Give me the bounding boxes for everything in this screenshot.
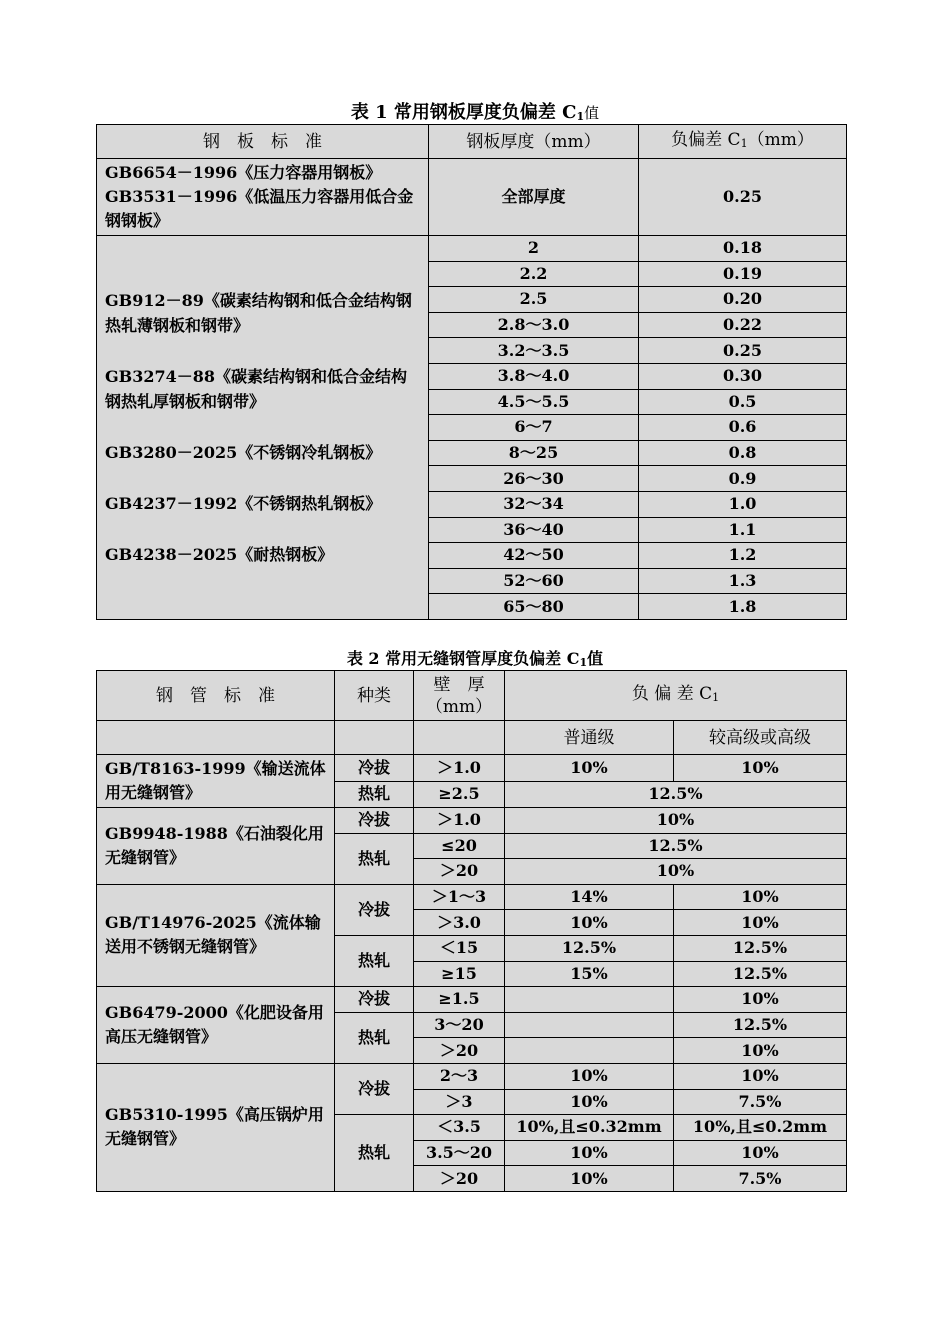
standards-group-cell [97,236,429,620]
table-row [97,808,847,834]
header-kind: 种类 [335,671,414,721]
c1-cell: 0.30 [639,363,847,389]
standard-cell: GB/T14976-2025《流体输送用不锈钢无缝钢管》 [97,884,335,986]
thickness-cell: 65～80 [429,594,639,620]
c1-cell: 1.3 [639,568,847,594]
wall-cell: ＞20 [414,1166,505,1192]
high-cell: 10% [674,987,847,1013]
empty-cell [414,721,505,755]
kind-cell: 热轧 [335,1115,414,1192]
wall-cell: ＜15 [414,935,505,961]
normal-cell: 14% [505,884,674,910]
standard-name: GB4238－2025《耐热钢板》 [105,545,334,564]
standard-cell: GB5310-1995《高压锅炉用无缝钢管》 [97,1063,335,1191]
table2-pipe-deviation [96,670,847,1192]
header-negative-deviation: 负 偏 差 C1 [505,671,847,721]
empty-cell [97,721,335,755]
thickness-cell: 42～50 [429,543,639,569]
table2-header-row [97,671,847,721]
wall-cell: ＞20 [414,859,505,885]
standards-cell [97,159,429,236]
table1-thickness-deviation [96,124,847,620]
normal-cell: 10% [505,1063,674,1089]
c1-cell: 1.1 [639,517,847,543]
standard-cell: GB/T8163-1999《输送流体用无缝钢管》 [97,755,335,808]
thickness-cell: 2 [429,236,639,262]
wall-cell: ≥2.5 [414,781,505,808]
wall-cell: ＞3 [414,1089,505,1115]
thickness-cell: 2.2 [429,261,639,287]
header-c1: 负偏差 C1（mm） [639,125,847,159]
standard-cell: GB9948-1988《石油裂化用无缝钢管》 [97,808,335,885]
thickness-cell: 2.5 [429,287,639,313]
thickness-cell: 6～7 [429,415,639,441]
table-row [97,159,847,236]
header-thickness: 钢板厚度（mm） [429,125,639,159]
high-cell: 10% [674,755,847,782]
table1-caption: 表 1 常用钢板厚度负偏差 C1值 [350,102,600,123]
c1-cell: 0.9 [639,466,847,492]
thickness-cell: 8～25 [429,440,639,466]
high-cell: 7.5% [674,1089,847,1115]
normal-cell: 10% [505,910,674,936]
thickness-cell: 36～40 [429,517,639,543]
c1-cell: 1.0 [639,491,847,517]
high-cell: 10% [674,884,847,910]
c1-cell: 0.5 [639,389,847,415]
merged-deviation-cell: 12.5% [505,781,847,808]
table2-subheader-row [97,721,847,755]
wall-cell: ＞1.0 [414,808,505,834]
c1-cell: 0.6 [639,415,847,441]
standard-name: GB6654－1996《压力容器用钢板》 [105,163,382,182]
high-cell: 12.5% [674,1012,847,1038]
thickness-cell: 32～34 [429,491,639,517]
kind-cell: 冷拔 [335,808,414,834]
c1-cell: 1.8 [639,594,847,620]
header-high-grade: 较高级或高级 [674,721,847,755]
thickness-cell: 3.2～3.5 [429,338,639,364]
header-standard: 钢 板 标 准 [97,125,429,159]
normal-cell: 10% [505,1166,674,1192]
normal-cell: 12.5% [505,935,674,961]
standard-name: GB3280－2025《不锈钢冷轧钢板》 [105,443,382,462]
high-cell: 7.5% [674,1166,847,1192]
thickness-cell: 26～30 [429,466,639,492]
standard-name: GB3531－1996《低温压力容器用低合金钢钢板》 [105,187,414,230]
normal-cell: 15% [505,961,674,987]
kind-cell: 冷拔 [335,1063,414,1114]
table-row [97,755,847,782]
empty-cell [335,721,414,755]
merged-deviation-cell: 12.5% [505,833,847,859]
normal-cell: 10% [505,755,674,782]
high-cell: 10%,且≤0.2mm [674,1115,847,1141]
thickness-cell: 4.5～5.5 [429,389,639,415]
kind-cell: 冷拔 [335,884,414,935]
wall-cell: 2～3 [414,1063,505,1089]
normal-cell: 10%,且≤0.32mm [505,1115,674,1141]
wall-cell: 3.5～20 [414,1140,505,1166]
c1-cell: 0.8 [639,440,847,466]
kind-cell: 热轧 [335,781,414,808]
wall-cell: ＞1～3 [414,884,505,910]
high-cell: 10% [674,1140,847,1166]
header-wall: 壁 厚 （mm） [414,671,505,721]
high-cell: 12.5% [674,961,847,987]
c1-cell: 0.20 [639,287,847,313]
table2-caption: 表 2 常用无缝钢管厚度负偏差 C1值 [346,649,604,669]
c1-cell: 0.25 [639,338,847,364]
c1-cell: 0.25 [639,159,847,236]
merged-deviation-cell: 10% [505,808,847,834]
kind-cell: 冷拔 [335,987,414,1013]
standard-name: GB4237－1992《不锈钢热轧钢板》 [105,494,382,513]
c1-cell: 0.18 [639,236,847,262]
wall-cell: ＜3.5 [414,1115,505,1141]
normal-cell: 10% [505,1140,674,1166]
kind-cell: 冷拔 [335,755,414,782]
header-standard: 钢 管 标 准 [97,671,335,721]
wall-cell: 3～20 [414,1012,505,1038]
standard-name: GB3274－88《碳素结构钢和低合金结构钢热轧厚钢板和钢带》 [105,367,407,411]
high-cell: 10% [674,910,847,936]
merged-deviation-cell: 10% [505,859,847,885]
wall-cell: ＞1.0 [414,755,505,782]
wall-cell: ＞20 [414,1038,505,1064]
table-row [97,987,847,1013]
normal-cell [505,1038,674,1064]
standard-name: GB912－89《碳素结构钢和低合金结构钢热轧薄钢板和钢带》 [105,291,412,335]
c1-cell: 1.2 [639,543,847,569]
thickness-cell: 52～60 [429,568,639,594]
kind-cell: 热轧 [335,935,414,986]
normal-cell [505,1012,674,1038]
kind-cell: 热轧 [335,1012,414,1063]
wall-cell: ≥1.5 [414,987,505,1013]
wall-cell: ≤20 [414,833,505,859]
table-row [97,236,847,262]
normal-cell [505,987,674,1013]
high-cell: 10% [674,1063,847,1089]
table1-header-row [97,125,847,159]
wall-cell: ＞3.0 [414,910,505,936]
table-row [97,884,847,910]
header-normal-grade: 普通级 [505,721,674,755]
c1-cell: 0.19 [639,261,847,287]
normal-cell: 10% [505,1089,674,1115]
standard-cell: GB6479-2000《化肥设备用高压无缝钢管》 [97,987,335,1064]
thickness-cell: 3.8～4.0 [429,363,639,389]
high-cell: 12.5% [674,935,847,961]
kind-cell: 热轧 [335,833,414,884]
thickness-cell: 2.8～3.0 [429,312,639,338]
thickness-cell: 全部厚度 [429,159,639,236]
high-cell: 10% [674,1038,847,1064]
wall-cell: ≥15 [414,961,505,987]
c1-cell: 0.22 [639,312,847,338]
table-row [97,1063,847,1089]
